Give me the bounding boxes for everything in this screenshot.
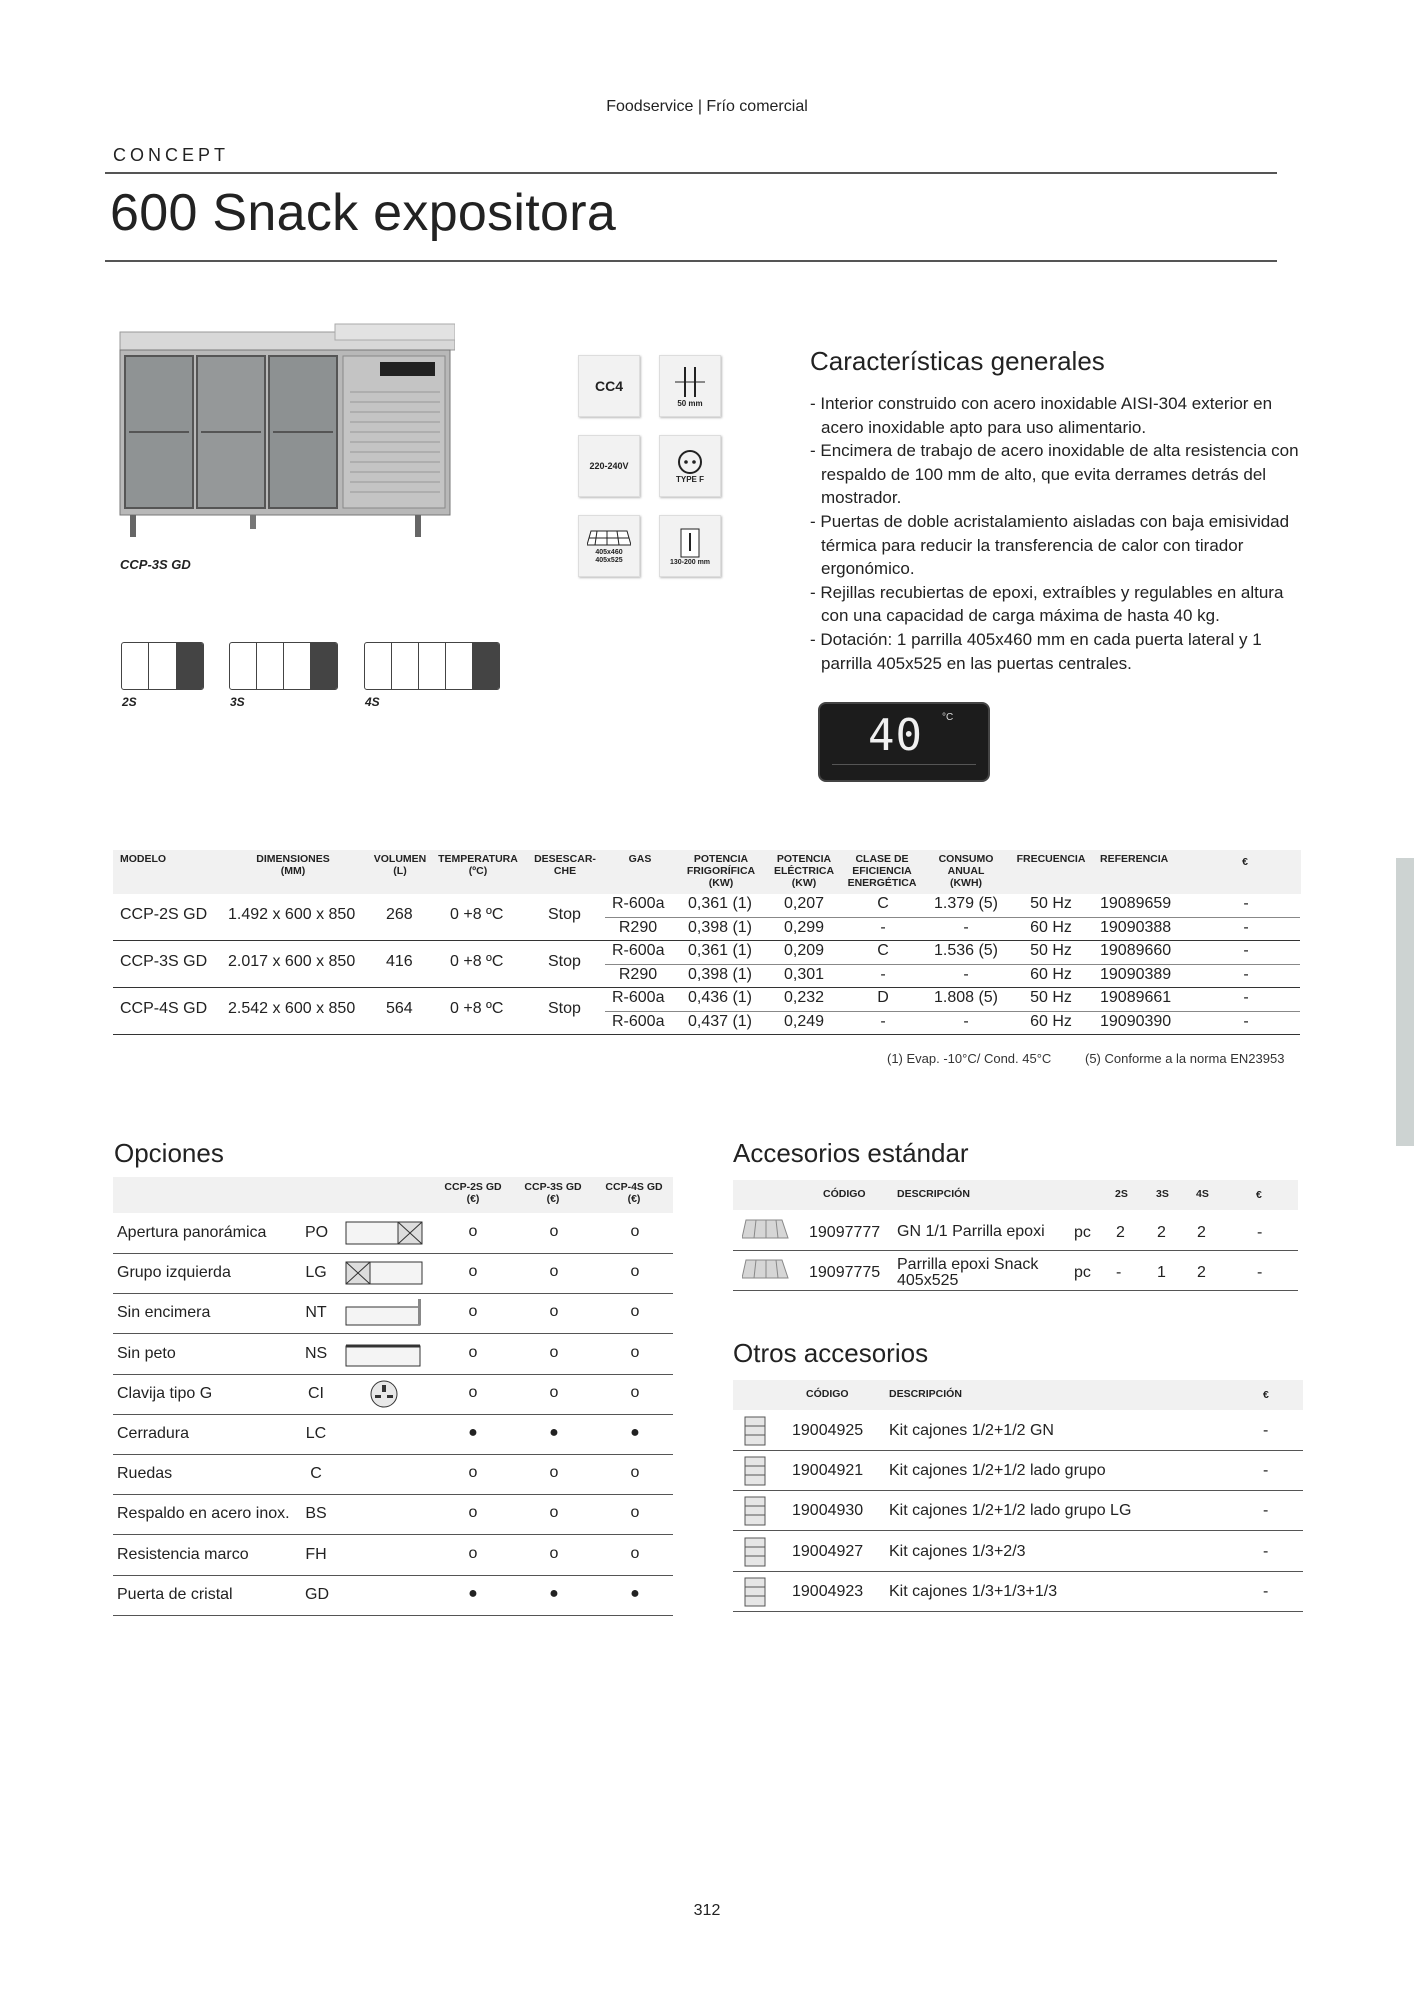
row-divider <box>733 1290 1298 1291</box>
price: - <box>1257 1264 1263 1281</box>
option-availability: o <box>468 1383 478 1401</box>
option-code: LC <box>305 1425 327 1442</box>
qty-4s: 2 <box>1197 1264 1206 1281</box>
defrost: Stop <box>548 953 581 970</box>
row-divider <box>733 1611 1303 1612</box>
grid-shelf-diagram <box>587 527 631 549</box>
series-label: CONCEPT <box>113 145 230 165</box>
insulation-diagram <box>673 365 707 399</box>
cooling-power: 0,437 (1) <box>687 1012 753 1030</box>
col-header: DESCRIPCIÓN <box>897 1188 970 1200</box>
option-code: CI <box>308 1384 324 1402</box>
config-2s-diagram <box>121 642 204 690</box>
features-list <box>810 392 1310 675</box>
option-name: Puerta de cristal <box>117 1585 233 1603</box>
price: - <box>1243 1012 1249 1030</box>
height-adjust-icon <box>659 515 721 577</box>
col-header: CONSUMO ANUAL (KWH) <box>938 853 994 889</box>
drawer-kit-image <box>744 1496 766 1526</box>
qty-3s: 1 <box>1157 1264 1166 1281</box>
col-header: € <box>1256 1189 1262 1201</box>
config-label: 3S <box>230 695 245 709</box>
shelf-image <box>742 1258 790 1282</box>
controller-display <box>818 702 990 782</box>
annual-consumption: - <box>963 965 969 983</box>
option-availability: o <box>468 1303 478 1321</box>
row-divider <box>733 1250 1298 1251</box>
annual-consumption: 1.536 (5) <box>933 942 999 959</box>
drawer-kit-image <box>744 1456 766 1486</box>
cooling-power: 0,398 (1) <box>687 965 753 983</box>
accessory-description: Kit cajones 1/2+1/2 lado grupo LG <box>889 1502 1132 1520</box>
energy-class: - <box>880 1012 886 1030</box>
reference: 19090388 <box>1100 918 1172 936</box>
col-header: POTENCIA FRIGORÍFICA (KW) <box>686 853 756 889</box>
price: - <box>1263 1422 1269 1439</box>
annual-consumption: - <box>963 1012 969 1030</box>
option-availability: o <box>549 1383 559 1401</box>
height-adjust-diagram <box>675 527 705 559</box>
row-divider <box>605 1011 1300 1012</box>
row-divider <box>733 1450 1303 1451</box>
option-code: LG <box>305 1264 327 1282</box>
section-header: Foodservice | Frío comercial <box>606 98 808 115</box>
electric-power: 0,301 <box>783 965 825 983</box>
model-name: CCP-2S GD <box>120 906 208 923</box>
display-buttons <box>832 764 976 772</box>
option-availability: ● <box>549 1424 559 1441</box>
energy-class: - <box>880 965 886 983</box>
std-acc-header <box>733 1180 1298 1210</box>
temperature: 0 +8 ºC <box>450 906 504 923</box>
accessory-unit: pc <box>1074 1224 1091 1241</box>
row-divider <box>113 1534 673 1535</box>
defrost: Stop <box>548 1000 581 1017</box>
height-adjust-text: 130-200 mm <box>669 558 711 566</box>
feature-item: - Puertas de doble acristalamiento aisladas con baja emisividad térmica para reducir la transferencia de calor con tirador ergonómico. <box>810 511 1290 579</box>
config-3s-diagram <box>229 642 338 690</box>
std-acc-title: Accesorios estándar <box>733 1138 969 1168</box>
reference: 19089660 <box>1100 942 1172 959</box>
option-availability: ● <box>630 1424 640 1441</box>
option-availability: o <box>630 1303 640 1321</box>
row-divider <box>113 987 1300 988</box>
page-number: 312 <box>693 1902 721 1919</box>
option-availability: o <box>468 1263 478 1281</box>
accessory-description: Parrilla epoxi Snack 405x525 <box>897 1256 1039 1289</box>
reference: 19089661 <box>1100 989 1172 1006</box>
option-name: Cerradura <box>117 1425 190 1442</box>
col-header: POTENCIA ELÉCTRICA (KW) <box>773 853 835 889</box>
accessory-code: 19004923 <box>792 1582 864 1600</box>
option-availability: o <box>549 1544 559 1562</box>
cooling-power: 0,361 (1) <box>687 942 753 959</box>
electric-power: 0,299 <box>783 918 825 936</box>
accessory-code: 19004925 <box>792 1422 864 1439</box>
model-name: CCP-4S GD <box>120 1000 208 1017</box>
option-name: Respaldo en acero inox. <box>117 1505 290 1523</box>
row-divider <box>113 1374 673 1375</box>
accessory-description: GN 1/1 Parrilla epoxi <box>897 1223 1045 1240</box>
gas: R-600a <box>612 895 665 912</box>
option-availability: o <box>630 1464 640 1482</box>
row-divider <box>733 1490 1303 1491</box>
row-divider <box>113 1454 673 1455</box>
electric-power: 0,209 <box>783 942 825 959</box>
option-diagram <box>345 1259 423 1287</box>
row-divider <box>113 1414 673 1415</box>
price: - <box>1263 1462 1269 1480</box>
config-4s-diagram <box>364 642 500 690</box>
row-divider <box>113 1333 673 1334</box>
option-availability: ● <box>468 1584 478 1602</box>
electric-power: 0,249 <box>783 1012 825 1030</box>
shelf-image <box>742 1218 790 1242</box>
volume: 564 <box>386 1000 413 1017</box>
option-code: BS <box>305 1505 327 1523</box>
grid-text: 405x460 405x525 <box>595 549 623 564</box>
frequency: 60 Hz <box>1030 965 1072 983</box>
option-availability: o <box>630 1504 640 1522</box>
price: - <box>1243 965 1249 983</box>
price: - <box>1257 1224 1263 1241</box>
col-header: TEMPERATURA (ºC) <box>438 853 518 877</box>
price: - <box>1263 1502 1269 1520</box>
defrost: Stop <box>548 906 581 923</box>
display-value: 40 <box>868 710 923 761</box>
gas: R290 <box>618 918 658 936</box>
reference: 19089659 <box>1100 895 1172 912</box>
product-label: CCP-3S GD <box>120 557 191 572</box>
other-acc-title: Otros accesorios <box>733 1338 929 1368</box>
plug-text: TYPE F <box>675 474 704 484</box>
col-header: € <box>1242 856 1248 868</box>
gas: R-600a <box>612 942 665 959</box>
option-name: Grupo izquierda <box>117 1264 231 1282</box>
plug-symbol <box>677 449 703 475</box>
temperature: 0 +8 ºC <box>450 953 504 970</box>
option-availability: o <box>468 1223 478 1240</box>
reference: 19090389 <box>1100 965 1172 983</box>
feature-item: - Dotación: 1 parrilla 405x460 mm en cada puerta lateral y 1 parrilla 405x525 en las puertas centrales. <box>810 629 1262 673</box>
option-name: Apertura panorámica <box>117 1224 267 1241</box>
option-availability: o <box>549 1263 559 1281</box>
drawer-kit-image <box>744 1416 766 1446</box>
options-title: Opciones <box>114 1138 224 1168</box>
footnote: (5) Conforme a la norma EN23953 <box>1085 1051 1285 1066</box>
accessory-description: Kit cajones 1/3+1/3+1/3 <box>889 1582 1058 1600</box>
option-availability: ● <box>549 1584 559 1602</box>
dimensions: 1.492 x 600 x 850 <box>228 906 356 923</box>
option-availability: o <box>630 1223 640 1240</box>
price: - <box>1263 1582 1269 1600</box>
accessory-description: Kit cajones 1/3+2/3 <box>889 1542 1026 1560</box>
row-divider <box>113 1615 673 1616</box>
option-availability: o <box>468 1504 478 1522</box>
option-availability: o <box>468 1464 478 1482</box>
col-header: DESESCAR- CHE <box>534 853 596 877</box>
col-header: CLASE DE EFICIENCIA ENERGÉTICA <box>847 853 917 889</box>
option-code: PO <box>305 1224 329 1241</box>
reference: 19090390 <box>1100 1012 1172 1030</box>
insulation-text: 50 mm <box>677 398 703 408</box>
price: - <box>1243 989 1249 1006</box>
option-availability: o <box>630 1383 640 1401</box>
col-header: DESCRIPCIÓN <box>889 1388 962 1400</box>
features-title: Características generales <box>810 346 1105 376</box>
option-diagram <box>345 1219 423 1247</box>
row-divider <box>605 917 1300 918</box>
row-divider <box>605 964 1300 965</box>
accessory-code: 19004921 <box>792 1462 864 1480</box>
accessory-code: 19004930 <box>792 1502 864 1520</box>
col-header: DIMENSIONES (MM) <box>256 853 330 877</box>
col-header: GAS <box>628 853 652 865</box>
footnote: (1) Evap. -10°C/ Cond. 45°C <box>887 1051 1052 1066</box>
voltage-text: 220-240V <box>589 461 629 471</box>
feature-item: - Encimera de trabajo de acero inoxidable de alta resistencia con respaldo de 100 mm de alto, que evita derrames detrás del mostrador. <box>810 441 1299 508</box>
price: - <box>1243 918 1249 936</box>
col-header: 2S <box>1115 1188 1128 1200</box>
insulation-icon <box>659 355 721 417</box>
accessory-code: 19097775 <box>809 1264 881 1281</box>
gas: R290 <box>618 965 658 983</box>
col-header: € <box>1263 1389 1269 1401</box>
volume: 416 <box>386 953 413 970</box>
frequency: 50 Hz <box>1030 989 1072 1006</box>
option-name: Sin encimera <box>117 1304 211 1322</box>
option-name: Resistencia marco <box>117 1545 249 1563</box>
col-header: MODELO <box>120 853 167 865</box>
option-availability: o <box>549 1504 559 1522</box>
option-availability: o <box>630 1343 640 1361</box>
climate-class-icon <box>578 355 640 417</box>
option-availability: o <box>549 1223 559 1240</box>
row-divider <box>113 1575 673 1576</box>
voltage-icon <box>578 435 640 497</box>
col-header: 4S <box>1196 1188 1209 1200</box>
accessory-unit: pc <box>1074 1264 1091 1281</box>
option-name: Ruedas <box>117 1465 173 1483</box>
col-header: VOLUMEN (L) <box>373 853 427 877</box>
option-availability: o <box>468 1544 478 1562</box>
accessory-code: 19097777 <box>809 1224 881 1241</box>
annual-consumption: 1.808 (5) <box>933 989 999 1006</box>
climate-class-text: CC4 <box>594 378 623 394</box>
qty-2s: 2 <box>1116 1224 1125 1241</box>
gas: R-600a <box>612 1012 665 1030</box>
option-availability: o <box>549 1303 559 1321</box>
qty-3s: 2 <box>1157 1224 1166 1241</box>
col-header: CCP-3S GD (€) <box>524 1181 582 1205</box>
display-unit: °C <box>942 712 954 723</box>
electric-power: 0,232 <box>783 989 825 1006</box>
col-header: FRECUENCIA <box>1016 853 1086 865</box>
gas: R-600a <box>612 989 665 1006</box>
price: - <box>1243 895 1249 912</box>
cooling-power: 0,398 (1) <box>687 918 753 936</box>
row-divider <box>113 1034 1300 1035</box>
row-divider <box>113 940 1300 941</box>
option-availability: o <box>630 1263 640 1281</box>
col-header: CÓDIGO <box>806 1388 849 1400</box>
frequency: 60 Hz <box>1030 1012 1072 1030</box>
row-divider <box>733 1571 1303 1572</box>
accessory-description: Kit cajones 1/2+1/2 lado grupo <box>889 1462 1106 1480</box>
option-availability: o <box>549 1464 559 1482</box>
energy-class: D <box>877 989 889 1006</box>
option-name: Clavija tipo G <box>117 1384 213 1402</box>
option-name: Sin peto <box>117 1344 176 1362</box>
cooling-power: 0,436 (1) <box>687 989 753 1006</box>
config-label: 4S <box>365 695 380 709</box>
drawer-kit-image <box>744 1537 766 1567</box>
config-label: 2S <box>122 695 137 709</box>
option-code: C <box>310 1465 322 1483</box>
feature-item: - Interior construido con acero inoxidable AISI-304 exterior en acero inoxidable apto para uso alimentario. <box>810 394 1273 437</box>
col-header: CCP-2S GD (€) <box>444 1181 502 1205</box>
page-title: 600 Snack expositora <box>110 184 617 242</box>
options-header <box>113 1177 673 1213</box>
option-availability: o <box>468 1343 478 1361</box>
divider <box>105 172 1277 174</box>
option-code: FH <box>305 1545 327 1563</box>
product-image <box>115 322 455 544</box>
energy-class: - <box>880 918 886 936</box>
feature-item: - Rejillas recubiertas de epoxi, extraíbles y regulables en altura con una capacidad de carga máxima de hasta 40 kg. <box>810 582 1284 626</box>
qty-2s: - <box>1116 1264 1122 1281</box>
row-divider <box>113 1494 673 1495</box>
volume: 268 <box>386 906 413 923</box>
model-name: CCP-3S GD <box>120 953 208 970</box>
electric-power: 0,207 <box>783 895 825 912</box>
grid-icon <box>578 515 640 577</box>
col-header: REFERENCIA <box>1100 853 1169 865</box>
dimensions: 2.017 x 600 x 850 <box>228 953 356 970</box>
dimensions: 2.542 x 600 x 850 <box>228 1000 356 1017</box>
plug-icon <box>659 435 721 497</box>
price: - <box>1243 942 1249 959</box>
col-header: 3S <box>1156 1188 1169 1200</box>
side-tab <box>1396 858 1414 1146</box>
temperature: 0 +8 ºC <box>450 1000 504 1017</box>
drawer-kit-image <box>744 1577 766 1607</box>
energy-class: C <box>877 895 889 912</box>
option-code: GD <box>305 1585 329 1603</box>
row-divider <box>113 1293 673 1294</box>
frequency: 50 Hz <box>1030 942 1072 959</box>
energy-class: C <box>877 942 889 959</box>
divider <box>105 260 1277 262</box>
row-divider <box>113 1253 673 1254</box>
option-code: NS <box>305 1344 328 1362</box>
frequency: 50 Hz <box>1030 895 1072 912</box>
price: - <box>1263 1542 1269 1560</box>
option-diagram <box>345 1340 423 1368</box>
qty-4s: 2 <box>1197 1224 1206 1241</box>
option-availability: ● <box>468 1424 478 1441</box>
option-diagram <box>345 1299 423 1327</box>
col-header: CCP-4S GD (€) <box>605 1181 663 1205</box>
cooling-power: 0,361 (1) <box>687 895 753 912</box>
accessory-description: Kit cajones 1/2+1/2 GN <box>889 1422 1054 1439</box>
row-divider <box>733 1530 1303 1531</box>
frequency: 60 Hz <box>1030 918 1072 936</box>
accessory-code: 19004927 <box>792 1542 864 1560</box>
col-header: CÓDIGO <box>823 1188 866 1200</box>
option-availability: o <box>630 1544 640 1562</box>
option-code: NT <box>305 1304 327 1322</box>
annual-consumption: - <box>963 918 969 936</box>
annual-consumption: 1.379 (5) <box>933 895 999 912</box>
option-diagram <box>345 1380 423 1408</box>
option-availability: ● <box>630 1584 640 1602</box>
option-availability: o <box>549 1343 559 1361</box>
